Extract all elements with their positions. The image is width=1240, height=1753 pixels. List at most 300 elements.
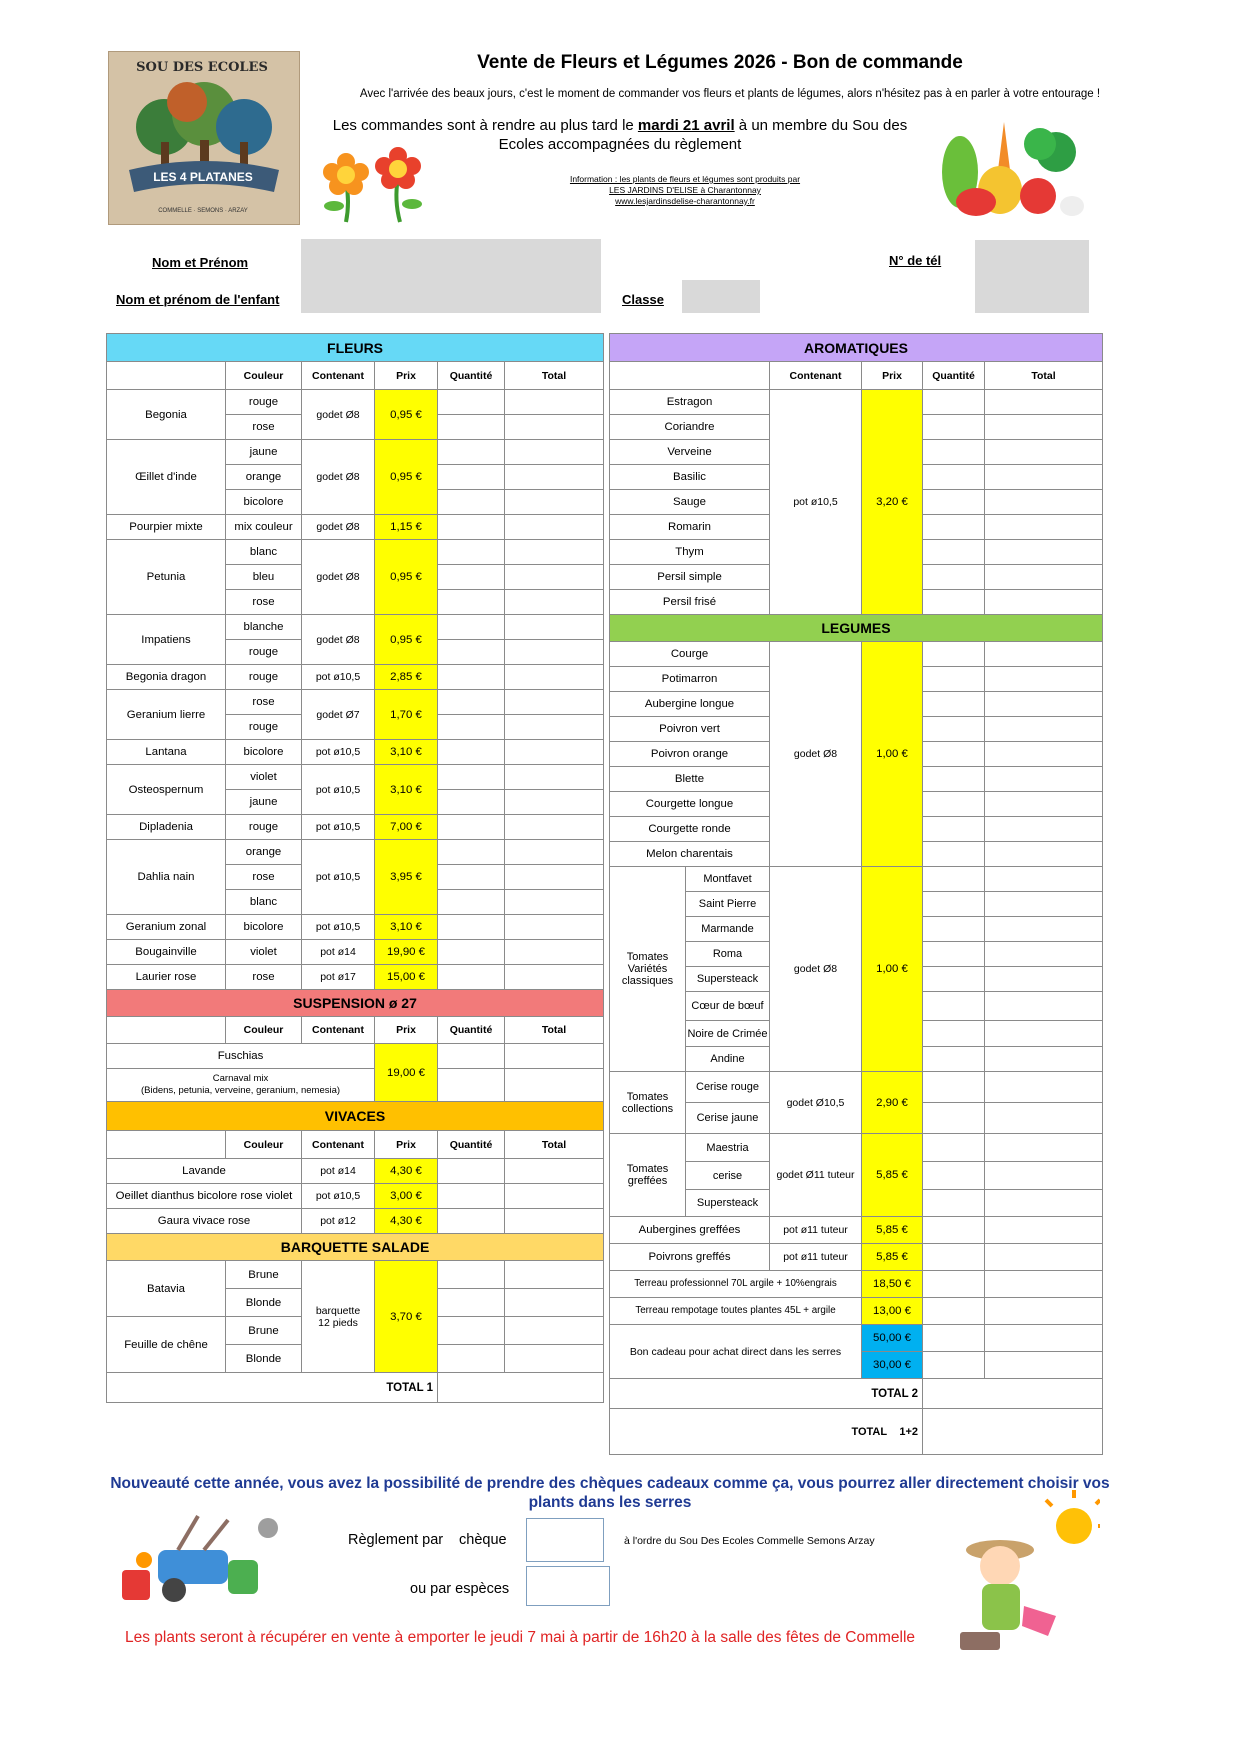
quantity-cell[interactable] xyxy=(923,867,985,892)
logo-banner-text: LES 4 PLATANES xyxy=(153,170,253,184)
quantity-cell[interactable] xyxy=(923,717,985,742)
col-contenant: Contenant xyxy=(302,362,375,390)
quantity-cell[interactable] xyxy=(438,440,505,465)
flower-name: Dipladenia xyxy=(107,815,226,840)
flower-price: 3,10 € xyxy=(375,765,438,815)
quantity-cell[interactable] xyxy=(923,1103,985,1134)
tomate-classique-variety: Marmande xyxy=(686,917,770,942)
quantity-cell[interactable] xyxy=(923,1072,985,1103)
total-cell xyxy=(985,742,1103,767)
section-legumes: LEGUMES xyxy=(610,615,1103,642)
aromatique-name: Estragon xyxy=(610,390,770,415)
salade-name: Batavia xyxy=(107,1261,226,1317)
total-cell xyxy=(505,1317,604,1345)
greffe-name: Aubergines greffées xyxy=(610,1217,770,1244)
section-barquette: BARQUETTE SALADE xyxy=(107,1234,604,1261)
flower-price: 7,00 € xyxy=(375,815,438,840)
name-input[interactable] xyxy=(301,239,601,313)
flower-color: bicolore xyxy=(226,740,302,765)
legume-name: Courge xyxy=(610,642,770,667)
classe-input[interactable] xyxy=(682,280,760,313)
tomate-classique-variety: Andine xyxy=(686,1047,770,1072)
quantity-cell[interactable] xyxy=(438,590,505,615)
total-cell xyxy=(985,717,1103,742)
col-couleur: Couleur xyxy=(226,1131,302,1159)
vivace-contenant: pot ø10,5 xyxy=(302,1184,375,1209)
flower-contenant: godet Ø8 xyxy=(302,540,375,615)
tomate-classique-variety: Noire de Crimée xyxy=(686,1021,770,1047)
col-total: Total xyxy=(505,1017,604,1044)
quantity-cell[interactable] xyxy=(923,1217,985,1244)
flower-color: mix couleur xyxy=(226,515,302,540)
total-cell xyxy=(505,715,604,740)
ordre-text: à l'ordre du Sou Des Ecoles Commelle Semons Arzay xyxy=(624,1535,875,1547)
tomate-classique-group-label xyxy=(610,867,686,1072)
legume-price: 1,00 € xyxy=(862,642,923,867)
vivace-price: 4,30 € xyxy=(375,1159,438,1184)
total-cell xyxy=(985,1134,1103,1162)
quantity-cell[interactable] xyxy=(438,1317,505,1345)
tomate-classique-variety: Saint Pierre xyxy=(686,892,770,917)
total-cell xyxy=(985,565,1103,590)
col-couleur: Couleur xyxy=(226,1017,302,1044)
quantity-cell[interactable] xyxy=(438,690,505,715)
total-cell xyxy=(985,1047,1103,1072)
tomate-greffee-label-line: greffées xyxy=(627,1175,668,1187)
tomate-collection-contenant: godet Ø10,5 xyxy=(770,1072,862,1134)
flower-contenant: pot ø10,5 xyxy=(302,815,375,840)
col-contenant: Contenant xyxy=(302,1131,375,1159)
intro-text: Avec l'arrivée des beaux jours, c'est le moment de commander vos fleurs et plants de légumes, alors n'hésitez pas à en parler à votre entourage ! xyxy=(359,88,1101,100)
flower-price: 3,10 € xyxy=(375,915,438,940)
info-line-1: Information : les plants de fleurs et légumes sont produits par xyxy=(569,174,801,184)
quantity-cell[interactable] xyxy=(923,642,985,667)
quantity-cell[interactable] xyxy=(438,1044,505,1069)
empty-header-cell xyxy=(610,362,770,390)
total-cell xyxy=(985,1352,1103,1379)
aromatique-name: Romarin xyxy=(610,515,770,540)
total-cell xyxy=(505,1345,604,1373)
total-cell xyxy=(505,390,604,415)
quantity-cell[interactable] xyxy=(438,1069,505,1102)
news-text: Nouveauté cette année, vous avez la possibilité de prendre des chèques cadeaux comme ça, vous pourrez aller directement choisir vos plants dans les serres xyxy=(110,1475,1110,1511)
greffe-price: 5,85 € xyxy=(862,1244,923,1271)
total-cell xyxy=(505,790,604,815)
salade-contenant-l2: 12 pieds xyxy=(318,1316,358,1329)
total-cell xyxy=(985,1298,1103,1325)
col-total: Total xyxy=(505,1131,604,1159)
tomate-greffee-variety: cerise xyxy=(686,1162,770,1190)
flower-price: 0,95 € xyxy=(375,540,438,615)
info-line-2: LES JARDINS D'ELISE à Charantonnay xyxy=(609,185,761,195)
quantity-cell[interactable] xyxy=(923,540,985,565)
tomate-greffee-variety: Supersteack xyxy=(686,1190,770,1217)
quantity-cell[interactable] xyxy=(923,390,985,415)
quantity-cell[interactable] xyxy=(923,692,985,717)
quantity-cell[interactable] xyxy=(923,942,985,967)
flower-color: orange xyxy=(226,465,302,490)
flower-contenant: pot ø10,5 xyxy=(302,665,375,690)
quantity-cell[interactable] xyxy=(923,1325,985,1352)
empty-header-cell xyxy=(107,1131,226,1159)
tomate-collection-label-line: collections xyxy=(621,1102,674,1115)
quantity-cell[interactable] xyxy=(438,465,505,490)
flower-price: 15,00 € xyxy=(375,965,438,990)
total1-value[interactable] xyxy=(438,1373,604,1403)
section-suspension: SUSPENSION ø 27 xyxy=(107,990,604,1017)
quantity-cell[interactable] xyxy=(438,1159,505,1184)
aromatique-name: Thym xyxy=(610,540,770,565)
quantity-cell[interactable] xyxy=(438,565,505,590)
quantity-cell[interactable] xyxy=(438,490,505,515)
flower-price: 2,85 € xyxy=(375,665,438,690)
page-title: Vente de Fleurs et Légumes 2026 - Bon de commande xyxy=(477,52,963,73)
quantity-cell[interactable] xyxy=(923,892,985,917)
total-cell xyxy=(985,867,1103,892)
salade-color: Blonde xyxy=(226,1289,302,1317)
flower-contenant: pot ø10,5 xyxy=(302,840,375,915)
total-cell xyxy=(985,1072,1103,1103)
flower-color: rouge xyxy=(226,715,302,740)
quantity-cell[interactable] xyxy=(923,967,985,992)
garden-tools-illustration xyxy=(118,1510,288,1606)
total-cell xyxy=(985,1103,1103,1134)
quantity-cell[interactable] xyxy=(438,615,505,640)
quantity-cell[interactable] xyxy=(923,992,985,1021)
quantity-cell[interactable] xyxy=(438,1261,505,1289)
quantity-cell[interactable] xyxy=(438,515,505,540)
legume-name: Poivron vert xyxy=(610,717,770,742)
salade-price: 3,70 € xyxy=(375,1261,438,1373)
vegetables-illustration xyxy=(930,112,1090,228)
flower-contenant: godet Ø8 xyxy=(302,515,375,540)
quantity-cell[interactable] xyxy=(923,742,985,767)
total-cell xyxy=(985,1190,1103,1217)
quantity-cell[interactable] xyxy=(438,815,505,840)
flower-name: Begonia xyxy=(107,390,226,440)
flower-contenant: pot ø10,5 xyxy=(302,765,375,815)
flower-contenant: pot ø14 xyxy=(302,940,375,965)
total-cell xyxy=(985,1271,1103,1298)
total-cell xyxy=(985,440,1103,465)
greffe-name: Poivrons greffés xyxy=(610,1244,770,1271)
quantity-cell[interactable] xyxy=(438,540,505,565)
flower-contenant: godet Ø8 xyxy=(302,390,375,440)
flower-contenant: godet Ø8 xyxy=(302,440,375,515)
total12-sum: 1+2 xyxy=(899,1425,918,1438)
flower-name: Begonia dragon xyxy=(107,665,226,690)
total-cell xyxy=(505,740,604,765)
especes-checkbox[interactable] xyxy=(526,1566,610,1606)
especes-label: ou par espèces xyxy=(410,1581,510,1597)
total-cell xyxy=(505,1044,604,1069)
vivace-contenant: pot ø14 xyxy=(302,1159,375,1184)
total-cell xyxy=(985,415,1103,440)
aromatique-name: Persil simple xyxy=(610,565,770,590)
flower-color: rouge xyxy=(226,665,302,690)
quantity-cell[interactable] xyxy=(438,1209,505,1234)
vivace-contenant: pot ø12 xyxy=(302,1209,375,1234)
total-cell xyxy=(985,917,1103,942)
total-cell xyxy=(505,865,604,890)
col-contenant: Contenant xyxy=(770,362,862,390)
flower-color: rouge xyxy=(226,640,302,665)
flower-color: jaune xyxy=(226,790,302,815)
flower-color: rose xyxy=(226,865,302,890)
total-cell xyxy=(505,1261,604,1289)
total-cell xyxy=(985,892,1103,917)
quantity-cell[interactable] xyxy=(438,1289,505,1317)
left-order-table xyxy=(106,333,604,1403)
total-cell xyxy=(505,540,604,565)
quantity-cell[interactable] xyxy=(923,767,985,792)
total-cell xyxy=(505,515,604,540)
total-cell xyxy=(505,915,604,940)
col-quantite: Quantité xyxy=(438,362,505,390)
section-vivaces: VIVACES xyxy=(107,1102,604,1131)
tomate-classique-variety: Montfavet xyxy=(686,867,770,892)
total-cell xyxy=(985,967,1103,992)
flower-price: 1,70 € xyxy=(375,690,438,740)
bon-cadeau-label: Bon cadeau pour achat direct dans les serres xyxy=(610,1325,862,1379)
suspension-price: 19,00 € xyxy=(375,1044,438,1102)
flower-contenant: godet Ø8 xyxy=(302,615,375,665)
tomate-classique-variety: Cœur de bœuf xyxy=(686,992,770,1021)
aromatique-name: Persil frisé xyxy=(610,590,770,615)
total-cell xyxy=(985,515,1103,540)
quantity-cell[interactable] xyxy=(923,667,985,692)
tomate-collection-group-label xyxy=(610,1072,686,1134)
total2-value[interactable] xyxy=(923,1379,1103,1409)
quantity-cell[interactable] xyxy=(923,590,985,615)
greffe-contenant: pot ø11 tuteur xyxy=(770,1244,862,1271)
quantity-cell[interactable] xyxy=(923,917,985,942)
school-logo xyxy=(108,51,300,225)
col-couleur: Couleur xyxy=(226,362,302,390)
tel-input[interactable] xyxy=(975,240,1089,313)
quantity-cell[interactable] xyxy=(923,842,985,867)
deadline-date: mardi 21 avril xyxy=(637,117,735,134)
col-quantite: Quantité xyxy=(923,362,985,390)
flower-name: Dahlia nain xyxy=(107,840,226,915)
quantity-cell[interactable] xyxy=(923,1134,985,1162)
aromatique-name: Verveine xyxy=(610,440,770,465)
tel-label: N° de tél xyxy=(889,253,942,268)
col-quantite: Quantité xyxy=(438,1017,505,1044)
total-cell xyxy=(505,1069,604,1102)
terreau-price: 13,00 € xyxy=(862,1298,923,1325)
total-cell xyxy=(505,615,604,640)
legume-name: Courgette ronde xyxy=(610,817,770,842)
flower-color: bicolore xyxy=(226,490,302,515)
flower-name: Petunia xyxy=(107,540,226,615)
total-cell xyxy=(985,817,1103,842)
legume-name: Poivron orange xyxy=(610,742,770,767)
total-cell xyxy=(985,692,1103,717)
info-line-3[interactable]: www.lesjardinsdelise-charantonnay.fr xyxy=(615,196,755,206)
quantity-cell[interactable] xyxy=(438,840,505,865)
total-cell xyxy=(505,815,604,840)
suspension-fuschias: Fuschias xyxy=(107,1044,375,1069)
total-cell xyxy=(985,992,1103,1021)
col-prix: Prix xyxy=(862,362,923,390)
col-quantite: Quantité xyxy=(438,1131,505,1159)
cheque-label: chèque xyxy=(459,1532,507,1548)
reglement-label: Règlement par xyxy=(348,1532,444,1548)
total-cell xyxy=(985,540,1103,565)
flower-name: Œillet d'inde xyxy=(107,440,226,515)
quantity-cell[interactable] xyxy=(923,515,985,540)
classe-label: Classe xyxy=(622,292,664,307)
quantity-cell[interactable] xyxy=(438,965,505,990)
quantity-cell[interactable] xyxy=(923,415,985,440)
col-total: Total xyxy=(985,362,1103,390)
aromatique-name: Coriandre xyxy=(610,415,770,440)
quantity-cell[interactable] xyxy=(438,715,505,740)
total-cell xyxy=(985,842,1103,867)
total12-text: TOTAL xyxy=(851,1425,888,1438)
flower-color: jaune xyxy=(226,440,302,465)
total12-label xyxy=(610,1409,923,1455)
quantity-cell[interactable] xyxy=(438,890,505,915)
total12-value[interactable] xyxy=(923,1409,1103,1455)
col-prix: Prix xyxy=(375,362,438,390)
flower-color: rose xyxy=(226,965,302,990)
quantity-cell[interactable] xyxy=(438,915,505,940)
tomate-greffee-variety: Maestria xyxy=(686,1134,770,1162)
tomate-collection-label-line: Tomates xyxy=(626,1090,669,1103)
aromatique-name: Sauge xyxy=(610,490,770,515)
flower-color: orange xyxy=(226,840,302,865)
quantity-cell[interactable] xyxy=(923,1190,985,1217)
tomate-collection-variety: Cerise rouge xyxy=(686,1072,770,1103)
bon-cadeau-price: 30,00 € xyxy=(862,1352,923,1379)
total-cell xyxy=(505,840,604,865)
aromatique-name: Basilic xyxy=(610,465,770,490)
total-cell xyxy=(985,465,1103,490)
quantity-cell[interactable] xyxy=(923,817,985,842)
flower-color: violet xyxy=(226,940,302,965)
quantity-cell[interactable] xyxy=(438,665,505,690)
terreau-name: Terreau professionnel 70L argile + 10%engrais xyxy=(610,1271,862,1298)
logo-text-bottom: COMMELLE · SEMONS · ARZAY xyxy=(158,208,248,214)
carnaval-detail: (Bidens, petunia, verveine, geranium, nemesia) xyxy=(140,1085,341,1096)
legume-contenant: godet Ø8 xyxy=(770,642,862,867)
quantity-cell[interactable] xyxy=(438,790,505,815)
quantity-cell[interactable] xyxy=(923,1047,985,1072)
flower-color: blanc xyxy=(226,890,302,915)
vivace-price: 4,30 € xyxy=(375,1209,438,1234)
quantity-cell[interactable] xyxy=(438,640,505,665)
quantity-cell[interactable] xyxy=(923,1352,985,1379)
total-cell xyxy=(505,665,604,690)
quantity-cell[interactable] xyxy=(438,390,505,415)
quantity-cell[interactable] xyxy=(923,1271,985,1298)
vivace-name: Gaura vivace rose xyxy=(107,1209,302,1234)
quantity-cell[interactable] xyxy=(923,1162,985,1190)
quantity-cell[interactable] xyxy=(438,1184,505,1209)
col-contenant: Contenant xyxy=(302,1017,375,1044)
total-cell xyxy=(505,640,604,665)
quantity-cell[interactable] xyxy=(438,415,505,440)
total-cell xyxy=(985,1021,1103,1047)
child-name-label: Nom et prénom de l'enfant xyxy=(116,292,280,307)
quantity-cell[interactable] xyxy=(923,1021,985,1047)
flower-color: bleu xyxy=(226,565,302,590)
section-aromatiques: AROMATIQUES xyxy=(610,334,1103,362)
total-cell xyxy=(505,1209,604,1234)
quantity-cell[interactable] xyxy=(923,440,985,465)
flower-name: Osteospernum xyxy=(107,765,226,815)
total-cell xyxy=(505,965,604,990)
total-cell xyxy=(985,667,1103,692)
salade-name: Feuille de chêne xyxy=(107,1317,226,1373)
legume-name: Potimarron xyxy=(610,667,770,692)
total-cell xyxy=(505,440,604,465)
total-cell xyxy=(505,1289,604,1317)
flower-name: Impatiens xyxy=(107,615,226,665)
quantity-cell[interactable] xyxy=(923,1244,985,1271)
vivace-name: Oeillet dianthus bicolore rose violet xyxy=(107,1184,302,1209)
tomate-collection-variety: Cerise jaune xyxy=(686,1103,770,1134)
legume-name: Aubergine longue xyxy=(610,692,770,717)
col-total: Total xyxy=(505,362,604,390)
flower-name: Geranium lierre xyxy=(107,690,226,740)
quantity-cell[interactable] xyxy=(438,1345,505,1373)
total-cell xyxy=(985,767,1103,792)
total-cell xyxy=(985,942,1103,967)
total-cell xyxy=(985,1217,1103,1244)
flower-price: 0,95 € xyxy=(375,390,438,440)
total-cell xyxy=(985,590,1103,615)
quantity-cell[interactable] xyxy=(923,792,985,817)
cheque-checkbox[interactable] xyxy=(526,1518,604,1562)
quantity-cell[interactable] xyxy=(438,740,505,765)
flower-price: 1,15 € xyxy=(375,515,438,540)
col-prix: Prix xyxy=(375,1131,438,1159)
salade-color: Brune xyxy=(226,1261,302,1289)
total-cell xyxy=(505,765,604,790)
total-cell xyxy=(505,1184,604,1209)
name-label: Nom et Prénom xyxy=(152,255,249,270)
quantity-cell[interactable] xyxy=(923,565,985,590)
total-cell xyxy=(985,1244,1103,1271)
flower-color: rose xyxy=(226,415,302,440)
quantity-cell[interactable] xyxy=(438,765,505,790)
tomate-greffee-contenant: godet Ø11 tuteur xyxy=(770,1134,862,1217)
salade-color: Blonde xyxy=(226,1345,302,1373)
aromatique-price: 3,20 € xyxy=(862,390,923,615)
total1-label: TOTAL 1 xyxy=(107,1373,438,1403)
greffe-contenant: pot ø11 tuteur xyxy=(770,1217,862,1244)
total-cell xyxy=(505,1159,604,1184)
flower-price: 3,95 € xyxy=(375,840,438,915)
total-cell xyxy=(985,1162,1103,1190)
quantity-cell[interactable] xyxy=(438,940,505,965)
quantity-cell[interactable] xyxy=(923,490,985,515)
quantity-cell[interactable] xyxy=(923,465,985,490)
flower-price: 0,95 € xyxy=(375,440,438,515)
tomate-classique-price: 1,00 € xyxy=(862,867,923,1072)
total-cell xyxy=(985,1325,1103,1352)
section-fleurs: FLEURS xyxy=(107,334,604,362)
vivace-name: Lavande xyxy=(107,1159,302,1184)
quantity-cell[interactable] xyxy=(438,865,505,890)
pickup-text: Les plants seront à récupérer en vente à emporter le jeudi 7 mai à partir de 16h20 à la salle des fêtes de Commelle xyxy=(124,1629,916,1646)
vivace-price: 3,00 € xyxy=(375,1184,438,1209)
quantity-cell[interactable] xyxy=(923,1298,985,1325)
tomate-classique-contenant: godet Ø8 xyxy=(770,867,862,1072)
